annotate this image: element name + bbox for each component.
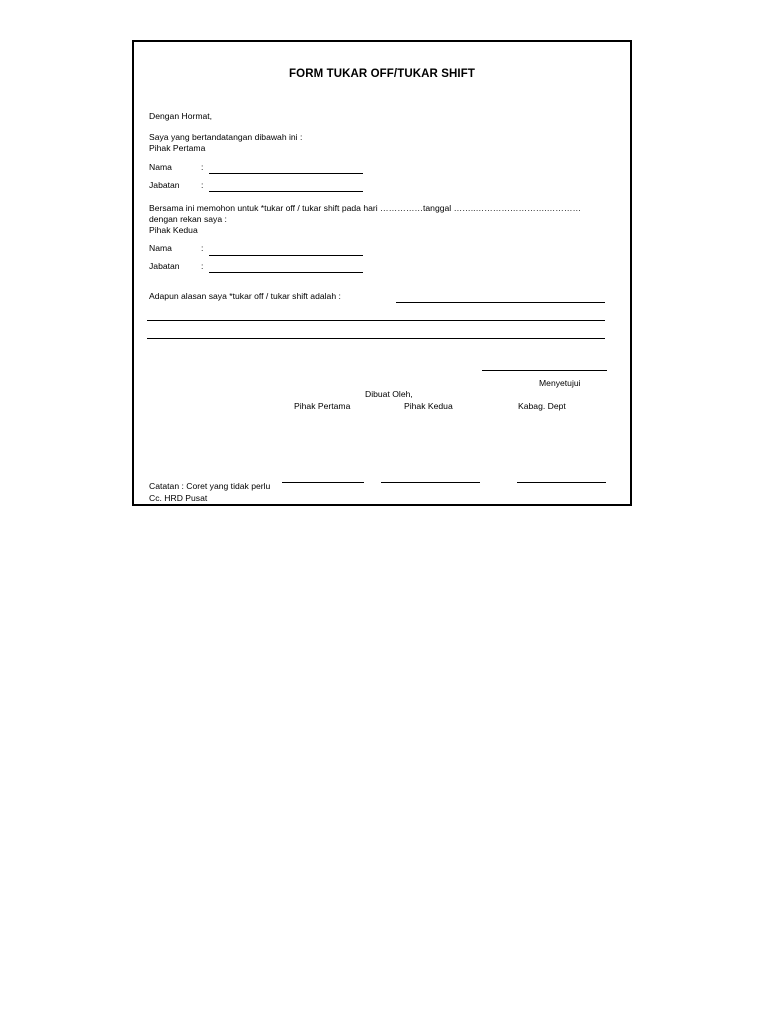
party1-position-field[interactable] bbox=[209, 191, 363, 192]
second-party-label: Pihak Kedua bbox=[404, 401, 453, 411]
party2-name-field[interactable] bbox=[209, 255, 363, 256]
intro-text: Saya yang bertandatangan dibawah ini : bbox=[149, 132, 303, 142]
reason-label: Adapun alasan saya *tukar off / tukar shift adalah : bbox=[149, 291, 341, 301]
party1-position-label: Jabatan bbox=[149, 180, 180, 190]
approved-label: Menyetujui bbox=[539, 378, 581, 388]
party1-name-field[interactable] bbox=[209, 173, 363, 174]
second-party-signature-line[interactable] bbox=[381, 482, 480, 483]
party1-name-colon: : bbox=[201, 162, 204, 172]
greeting: Dengan Hormat, bbox=[149, 111, 213, 121]
first-party-label: Pihak Pertama bbox=[294, 401, 351, 411]
reason-line-1[interactable] bbox=[396, 302, 605, 303]
party2-position-field[interactable] bbox=[209, 272, 363, 273]
dept-head-label: Kabag. Dept bbox=[518, 401, 566, 411]
made-by-label: Dibuat Oleh, bbox=[365, 389, 413, 399]
footer-cc: Cc. HRD Pusat bbox=[149, 493, 208, 503]
shift-swap-form bbox=[132, 40, 632, 506]
party2-heading: Pihak Kedua bbox=[149, 225, 198, 235]
first-party-signature-line[interactable] bbox=[282, 482, 364, 483]
reason-line-3[interactable] bbox=[147, 338, 605, 339]
party1-position-colon: : bbox=[201, 180, 204, 190]
party2-position-colon: : bbox=[201, 261, 204, 271]
party2-name-colon: : bbox=[201, 243, 204, 253]
request-line-2: dengan rekan saya : bbox=[149, 214, 227, 224]
party1-name-label: Nama bbox=[149, 162, 172, 172]
form-title: FORM TUKAR OFF/TUKAR SHIFT bbox=[289, 68, 475, 80]
party2-position-label: Jabatan bbox=[149, 261, 180, 271]
request-line-1: Bersama ini memohon untuk *tukar off / tukar shift pada hari ……………tanggal ……..…………………….………… bbox=[149, 203, 582, 213]
dept-head-signature-line[interactable] bbox=[517, 482, 606, 483]
party1-heading: Pihak Pertama bbox=[149, 143, 206, 153]
party2-name-label: Nama bbox=[149, 243, 172, 253]
footer-note: Catatan : Coret yang tidak perlu bbox=[149, 481, 271, 491]
approval-top-line[interactable] bbox=[482, 370, 607, 371]
reason-line-2[interactable] bbox=[147, 320, 605, 321]
